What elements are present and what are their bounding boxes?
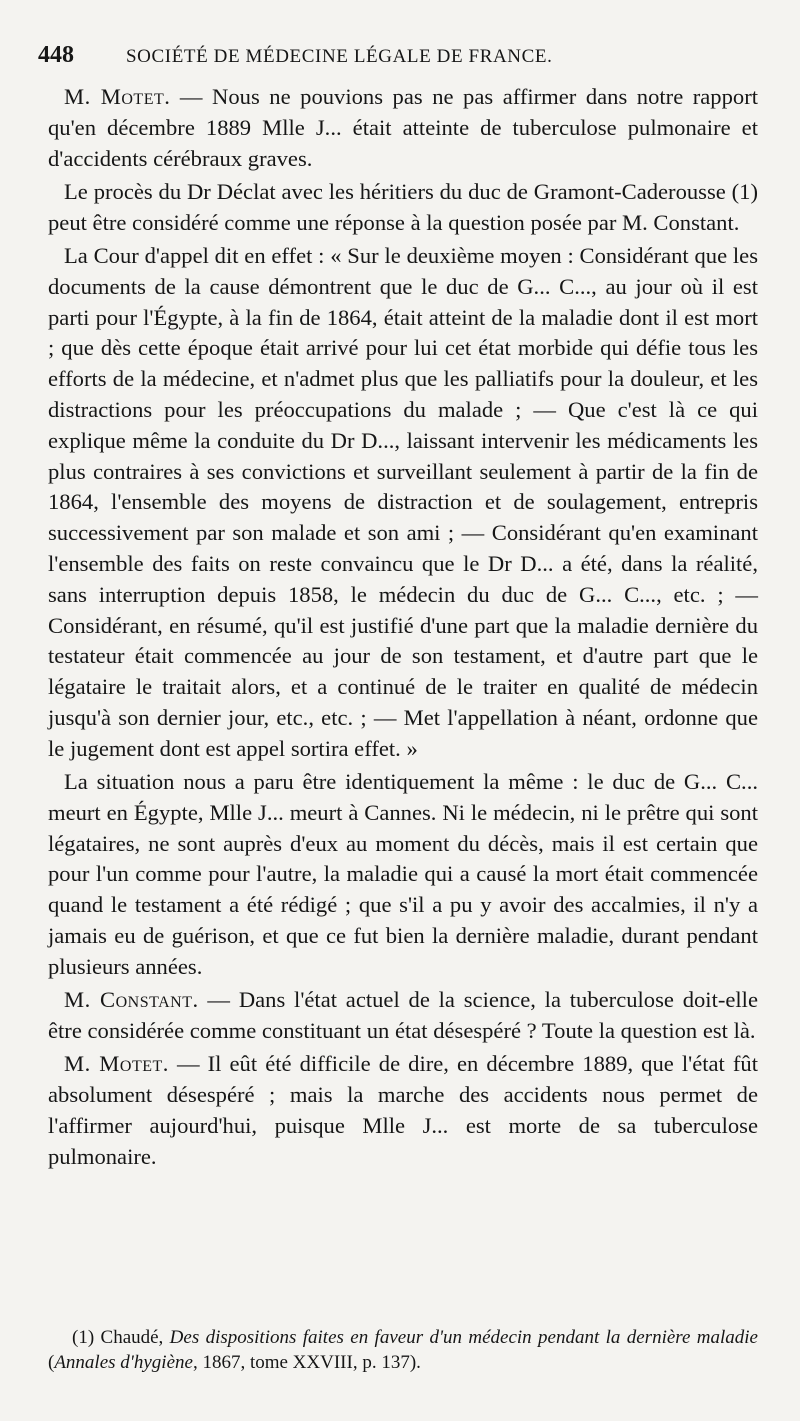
speaker-name: M. Motet. — [64, 84, 171, 109]
paragraph-text: — Dans l'état actuel de la science, la tuberculose doit-elle être considérée comme constituant un état désespéré ? Toute la question est là. — [48, 987, 758, 1043]
footnote-tail: , 1867, tome XXVIII, p. 137). — [192, 1351, 421, 1373]
paragraph — [48, 177, 758, 239]
paragraph — [48, 985, 758, 1047]
paragraph-text: — Il eût été difficile de dire, en décembre 1889, que l'état fût absolument désespéré ; mais la marche des accidents nous permet de l'affirmer aujourd'hui, puisque Mlle J... est morte de sa tuberculose pulmonaire. — [48, 1051, 758, 1169]
footnote-paren: ( — [48, 1351, 55, 1373]
paragraph — [48, 767, 758, 983]
body-text — [48, 82, 758, 1175]
footnote — [48, 1326, 758, 1375]
paragraph-text: La situation nous a paru être identiquement la même : le duc de G... C... meurt en Égypte, Mlle J... meurt à Cannes. Ni le médecin, ni le prêtre qui sont légataires, ne sont auprès d'eux au moment du décès, mais il est certain que pour l'un comme pour l'autre, la maladie qui a causé la mort était commencée quand le testament a été rédigé ; que s'il a pu y avoir des accalmies, il n'y a jamais eu de guérison, et que ce fut bien la dernière maladie, durant pendant plusieurs années. — [48, 769, 758, 979]
paragraph — [48, 1049, 758, 1172]
page-header — [38, 42, 758, 69]
footnote-title: Des dispositions faites en faveur d'un médecin pendant la dernière maladie — [169, 1327, 758, 1348]
footnote-text — [48, 1326, 758, 1375]
paragraph — [48, 241, 758, 765]
page-number: 448 — [38, 42, 74, 68]
speaker-name: M. Motet. — [64, 1051, 169, 1077]
speaker-name: M. Constant. — [64, 987, 199, 1013]
footnote-journal: Annales d'hygiène — [54, 1351, 193, 1373]
paragraph-text: La Cour d'appel dit en effet : « Sur le deuxième moyen : Considérant que les documents de la cause démontrent que le duc de G... C..., au jour où il est parti pour l'Égypte, à la fin de 1864, était atteint de la maladie dont il est mort ; que dès cette époque était arrivé pour lui cet état morbide qui défie tous les efforts de la médecine, et n'admet plus que les palliatifs pour la douleur, et les distractions pour les préoccupations du malade ; — Que c'est là ce qui explique même la conduite du Dr D..., laissant intervenir les médicaments les plus contraires à ses convictions et surveillant seulement à partir de la fin de 1864, l'ensemble des moyens de distraction et de soulagement, entrepris successivement par son malade et son ami ; — Considérant qu'en examinant l'ensemble des faits on reste convaincu que le Dr D... a été, dans la réalité, sans interruption depuis 1858, le médecin du duc de G... C..., etc. ; — Considérant, en résumé, qu'il est justifié d'une part que la maladie dernière du testateur était commencée au jour de son testament, et d'autre part que le légataire le traitait alors, et a continué de le traiter en qualité de médecin jusqu'à son dernier jour, etc., etc. ; — Met l'appellation à néant, ordonne que le jugement dont est appel sortira effet. » — [48, 242, 758, 761]
footnote-marker: (1) Chaudé, — [72, 1327, 170, 1348]
paragraph-text: — Nous ne pouvions pas ne pas affirmer dans notre rapport qu'en décembre 1889 Mlle J... était atteinte de tuberculose pulmonaire et d'accidents cérébraux graves. — [48, 84, 759, 171]
paragraph — [48, 82, 758, 174]
running-title: SOCIÉTÉ DE MÉDECINE LÉGALE DE FRANCE. — [126, 46, 553, 67]
paragraph-text: Le procès du Dr Déclat avec les héritiers du duc de Gramont-Caderousse (1) peut être considéré comme une réponse à la question posée par M. Constant. — [48, 178, 758, 235]
